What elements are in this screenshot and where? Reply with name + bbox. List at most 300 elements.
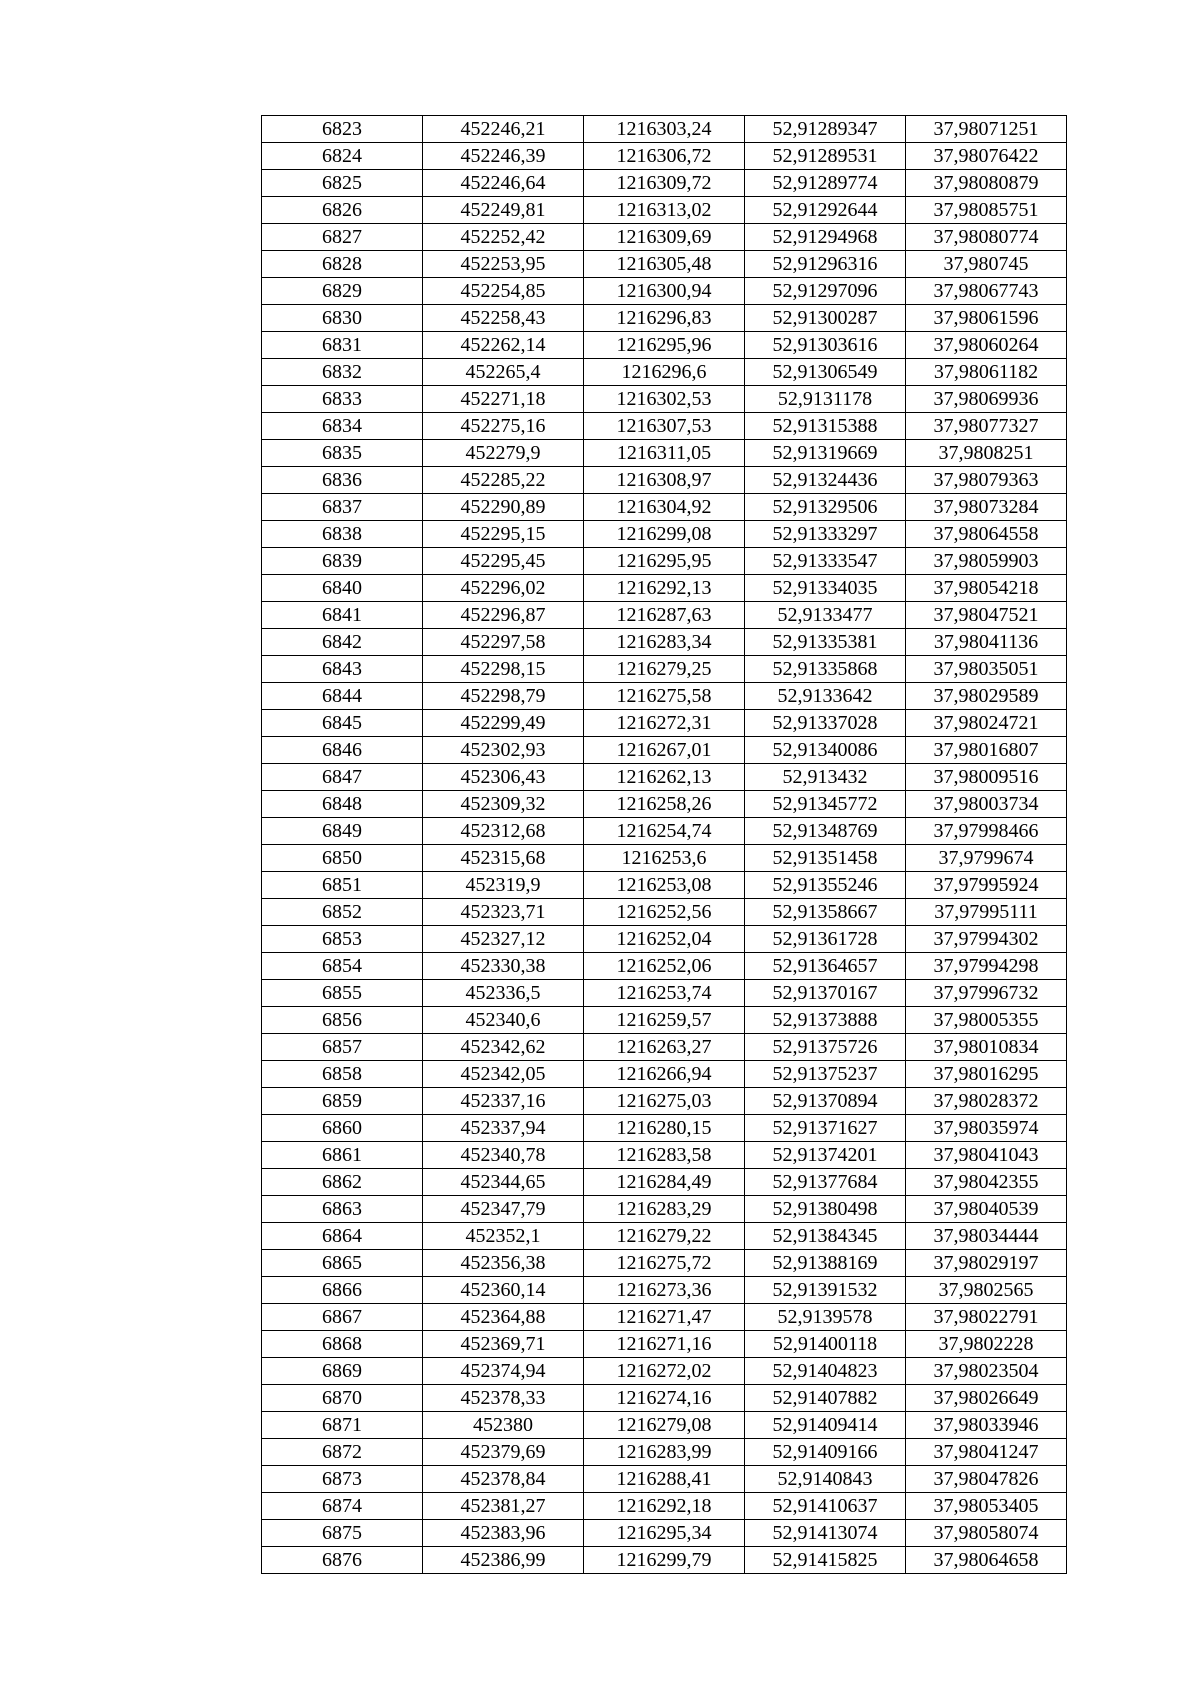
longitude-cell: 37,98034444 <box>906 1223 1067 1250</box>
latitude-cell: 52,91384345 <box>745 1223 906 1250</box>
table-row <box>262 791 1067 818</box>
y-coordinate-cell: 1216279,25 <box>584 656 745 683</box>
point-number-cell: 6872 <box>262 1439 423 1466</box>
y-coordinate-cell: 1216253,74 <box>584 980 745 1007</box>
table-row <box>262 1277 1067 1304</box>
table-row <box>262 1385 1067 1412</box>
table-row <box>262 602 1067 629</box>
table-row <box>262 116 1067 143</box>
latitude-cell: 52,91351458 <box>745 845 906 872</box>
latitude-cell: 52,91374201 <box>745 1142 906 1169</box>
table-row <box>262 1196 1067 1223</box>
x-coordinate-cell: 452386,99 <box>423 1547 584 1574</box>
latitude-cell: 52,91404823 <box>745 1358 906 1385</box>
table-row <box>262 386 1067 413</box>
table-row <box>262 143 1067 170</box>
longitude-cell: 37,98040539 <box>906 1196 1067 1223</box>
y-coordinate-cell: 1216296,83 <box>584 305 745 332</box>
x-coordinate-cell: 452246,64 <box>423 170 584 197</box>
latitude-cell: 52,91407882 <box>745 1385 906 1412</box>
x-coordinate-cell: 452379,69 <box>423 1439 584 1466</box>
point-number-cell: 6829 <box>262 278 423 305</box>
point-number-cell: 6826 <box>262 197 423 224</box>
y-coordinate-cell: 1216254,74 <box>584 818 745 845</box>
x-coordinate-cell: 452336,5 <box>423 980 584 1007</box>
latitude-cell: 52,91373888 <box>745 1007 906 1034</box>
y-coordinate-cell: 1216283,99 <box>584 1439 745 1466</box>
latitude-cell: 52,91294968 <box>745 224 906 251</box>
longitude-cell: 37,98010834 <box>906 1034 1067 1061</box>
table-row <box>262 251 1067 278</box>
point-number-cell: 6863 <box>262 1196 423 1223</box>
x-coordinate-cell: 452342,62 <box>423 1034 584 1061</box>
longitude-cell: 37,98026649 <box>906 1385 1067 1412</box>
table-row <box>262 818 1067 845</box>
point-number-cell: 6874 <box>262 1493 423 1520</box>
longitude-cell: 37,98003734 <box>906 791 1067 818</box>
longitude-cell: 37,98047826 <box>906 1466 1067 1493</box>
x-coordinate-cell: 452246,39 <box>423 143 584 170</box>
latitude-cell: 52,91334035 <box>745 575 906 602</box>
longitude-cell: 37,980745 <box>906 251 1067 278</box>
point-number-cell: 6841 <box>262 602 423 629</box>
point-number-cell: 6825 <box>262 170 423 197</box>
latitude-cell: 52,91377684 <box>745 1169 906 1196</box>
table-row <box>262 278 1067 305</box>
longitude-cell: 37,98054218 <box>906 575 1067 602</box>
longitude-cell: 37,98035974 <box>906 1115 1067 1142</box>
longitude-cell: 37,98047521 <box>906 602 1067 629</box>
latitude-cell: 52,91329506 <box>745 494 906 521</box>
point-number-cell: 6875 <box>262 1520 423 1547</box>
table-row <box>262 737 1067 764</box>
point-number-cell: 6876 <box>262 1547 423 1574</box>
x-coordinate-cell: 452295,45 <box>423 548 584 575</box>
point-number-cell: 6837 <box>262 494 423 521</box>
x-coordinate-cell: 452258,43 <box>423 305 584 332</box>
y-coordinate-cell: 1216307,53 <box>584 413 745 440</box>
table-row <box>262 1331 1067 1358</box>
y-coordinate-cell: 1216275,03 <box>584 1088 745 1115</box>
x-coordinate-cell: 452352,1 <box>423 1223 584 1250</box>
point-number-cell: 6867 <box>262 1304 423 1331</box>
latitude-cell: 52,91348769 <box>745 818 906 845</box>
longitude-cell: 37,98059903 <box>906 548 1067 575</box>
longitude-cell: 37,98085751 <box>906 197 1067 224</box>
y-coordinate-cell: 1216309,72 <box>584 170 745 197</box>
y-coordinate-cell: 1216279,08 <box>584 1412 745 1439</box>
table-row <box>262 980 1067 1007</box>
point-number-cell: 6845 <box>262 710 423 737</box>
latitude-cell: 52,9131178 <box>745 386 906 413</box>
x-coordinate-cell: 452312,68 <box>423 818 584 845</box>
longitude-cell: 37,98005355 <box>906 1007 1067 1034</box>
y-coordinate-cell: 1216263,27 <box>584 1034 745 1061</box>
latitude-cell: 52,91391532 <box>745 1277 906 1304</box>
longitude-cell: 37,98024721 <box>906 710 1067 737</box>
longitude-cell: 37,98064658 <box>906 1547 1067 1574</box>
table-row <box>262 764 1067 791</box>
y-coordinate-cell: 1216252,56 <box>584 899 745 926</box>
point-number-cell: 6869 <box>262 1358 423 1385</box>
table-row <box>262 710 1067 737</box>
longitude-cell: 37,98058074 <box>906 1520 1067 1547</box>
latitude-cell: 52,91361728 <box>745 926 906 953</box>
y-coordinate-cell: 1216287,63 <box>584 602 745 629</box>
table-row <box>262 467 1067 494</box>
latitude-cell: 52,91375726 <box>745 1034 906 1061</box>
x-coordinate-cell: 452299,49 <box>423 710 584 737</box>
y-coordinate-cell: 1216267,01 <box>584 737 745 764</box>
point-number-cell: 6836 <box>262 467 423 494</box>
table-row <box>262 1466 1067 1493</box>
longitude-cell: 37,9799674 <box>906 845 1067 872</box>
longitude-cell: 37,98035051 <box>906 656 1067 683</box>
point-number-cell: 6871 <box>262 1412 423 1439</box>
point-number-cell: 6852 <box>262 899 423 926</box>
point-number-cell: 6873 <box>262 1466 423 1493</box>
y-coordinate-cell: 1216302,53 <box>584 386 745 413</box>
point-number-cell: 6865 <box>262 1250 423 1277</box>
x-coordinate-cell: 452315,68 <box>423 845 584 872</box>
x-coordinate-cell: 452306,43 <box>423 764 584 791</box>
x-coordinate-cell: 452323,71 <box>423 899 584 926</box>
longitude-cell: 37,9808251 <box>906 440 1067 467</box>
longitude-cell: 37,98041247 <box>906 1439 1067 1466</box>
latitude-cell: 52,91400118 <box>745 1331 906 1358</box>
x-coordinate-cell: 452360,14 <box>423 1277 584 1304</box>
table-row <box>262 413 1067 440</box>
y-coordinate-cell: 1216296,6 <box>584 359 745 386</box>
point-number-cell: 6840 <box>262 575 423 602</box>
x-coordinate-cell: 452356,38 <box>423 1250 584 1277</box>
point-number-cell: 6835 <box>262 440 423 467</box>
x-coordinate-cell: 452342,05 <box>423 1061 584 1088</box>
x-coordinate-cell: 452369,71 <box>423 1331 584 1358</box>
longitude-cell: 37,98060264 <box>906 332 1067 359</box>
longitude-cell: 37,98069936 <box>906 386 1067 413</box>
table-row <box>262 494 1067 521</box>
point-number-cell: 6849 <box>262 818 423 845</box>
latitude-cell: 52,91324436 <box>745 467 906 494</box>
table-row <box>262 305 1067 332</box>
x-coordinate-cell: 452383,96 <box>423 1520 584 1547</box>
longitude-cell: 37,98067743 <box>906 278 1067 305</box>
table-row <box>262 440 1067 467</box>
x-coordinate-cell: 452337,16 <box>423 1088 584 1115</box>
table-row <box>262 1115 1067 1142</box>
longitude-cell: 37,98073284 <box>906 494 1067 521</box>
x-coordinate-cell: 452344,65 <box>423 1169 584 1196</box>
longitude-cell: 37,97995111 <box>906 899 1067 926</box>
point-number-cell: 6847 <box>262 764 423 791</box>
point-number-cell: 6859 <box>262 1088 423 1115</box>
latitude-cell: 52,91333547 <box>745 548 906 575</box>
table-row <box>262 629 1067 656</box>
y-coordinate-cell: 1216275,72 <box>584 1250 745 1277</box>
y-coordinate-cell: 1216295,34 <box>584 1520 745 1547</box>
point-number-cell: 6864 <box>262 1223 423 1250</box>
x-coordinate-cell: 452252,42 <box>423 224 584 251</box>
y-coordinate-cell: 1216259,57 <box>584 1007 745 1034</box>
longitude-cell: 37,97994298 <box>906 953 1067 980</box>
table-row <box>262 1493 1067 1520</box>
table-row <box>262 926 1067 953</box>
table-row <box>262 170 1067 197</box>
latitude-cell: 52,91371627 <box>745 1115 906 1142</box>
y-coordinate-cell: 1216283,58 <box>584 1142 745 1169</box>
latitude-cell: 52,91296316 <box>745 251 906 278</box>
latitude-cell: 52,9139578 <box>745 1304 906 1331</box>
latitude-cell: 52,91410637 <box>745 1493 906 1520</box>
point-number-cell: 6823 <box>262 116 423 143</box>
table-row <box>262 1520 1067 1547</box>
table-row <box>262 332 1067 359</box>
x-coordinate-cell: 452330,38 <box>423 953 584 980</box>
point-number-cell: 6830 <box>262 305 423 332</box>
latitude-cell: 52,91306549 <box>745 359 906 386</box>
y-coordinate-cell: 1216279,22 <box>584 1223 745 1250</box>
point-number-cell: 6834 <box>262 413 423 440</box>
point-number-cell: 6870 <box>262 1385 423 1412</box>
y-coordinate-cell: 1216272,02 <box>584 1358 745 1385</box>
x-coordinate-cell: 452380 <box>423 1412 584 1439</box>
point-number-cell: 6846 <box>262 737 423 764</box>
table-row <box>262 899 1067 926</box>
longitude-cell: 37,97996732 <box>906 980 1067 1007</box>
coordinates-table <box>261 115 1067 1574</box>
point-number-cell: 6831 <box>262 332 423 359</box>
y-coordinate-cell: 1216299,08 <box>584 521 745 548</box>
point-number-cell: 6832 <box>262 359 423 386</box>
longitude-cell: 37,98029197 <box>906 1250 1067 1277</box>
point-number-cell: 6828 <box>262 251 423 278</box>
longitude-cell: 37,98041136 <box>906 629 1067 656</box>
table-row <box>262 845 1067 872</box>
latitude-cell: 52,91297096 <box>745 278 906 305</box>
longitude-cell: 37,97995924 <box>906 872 1067 899</box>
point-number-cell: 6838 <box>262 521 423 548</box>
y-coordinate-cell: 1216292,18 <box>584 1493 745 1520</box>
y-coordinate-cell: 1216252,06 <box>584 953 745 980</box>
latitude-cell: 52,91303616 <box>745 332 906 359</box>
table-row <box>262 1007 1067 1034</box>
y-coordinate-cell: 1216308,97 <box>584 467 745 494</box>
y-coordinate-cell: 1216309,69 <box>584 224 745 251</box>
x-coordinate-cell: 452275,16 <box>423 413 584 440</box>
x-coordinate-cell: 452337,94 <box>423 1115 584 1142</box>
latitude-cell: 52,91333297 <box>745 521 906 548</box>
point-number-cell: 6844 <box>262 683 423 710</box>
y-coordinate-cell: 1216313,02 <box>584 197 745 224</box>
y-coordinate-cell: 1216271,47 <box>584 1304 745 1331</box>
latitude-cell: 52,9140843 <box>745 1466 906 1493</box>
x-coordinate-cell: 452327,12 <box>423 926 584 953</box>
longitude-cell: 37,98042355 <box>906 1169 1067 1196</box>
coordinates-table-body <box>262 116 1067 1574</box>
latitude-cell: 52,91319669 <box>745 440 906 467</box>
point-number-cell: 6862 <box>262 1169 423 1196</box>
x-coordinate-cell: 452302,93 <box>423 737 584 764</box>
point-number-cell: 6858 <box>262 1061 423 1088</box>
latitude-cell: 52,91364657 <box>745 953 906 980</box>
table-row <box>262 1088 1067 1115</box>
x-coordinate-cell: 452374,94 <box>423 1358 584 1385</box>
latitude-cell: 52,913432 <box>745 764 906 791</box>
point-number-cell: 6843 <box>262 656 423 683</box>
longitude-cell: 37,98079363 <box>906 467 1067 494</box>
table-row <box>262 197 1067 224</box>
x-coordinate-cell: 452262,14 <box>423 332 584 359</box>
y-coordinate-cell: 1216271,16 <box>584 1331 745 1358</box>
point-number-cell: 6851 <box>262 872 423 899</box>
point-number-cell: 6856 <box>262 1007 423 1034</box>
x-coordinate-cell: 452290,89 <box>423 494 584 521</box>
table-row <box>262 953 1067 980</box>
y-coordinate-cell: 1216266,94 <box>584 1061 745 1088</box>
y-coordinate-cell: 1216253,6 <box>584 845 745 872</box>
point-number-cell: 6866 <box>262 1277 423 1304</box>
longitude-cell: 37,98053405 <box>906 1493 1067 1520</box>
table-row <box>262 359 1067 386</box>
point-number-cell: 6855 <box>262 980 423 1007</box>
y-coordinate-cell: 1216253,08 <box>584 872 745 899</box>
table-row <box>262 1439 1067 1466</box>
x-coordinate-cell: 452285,22 <box>423 467 584 494</box>
latitude-cell: 52,91415825 <box>745 1547 906 1574</box>
x-coordinate-cell: 452271,18 <box>423 386 584 413</box>
x-coordinate-cell: 452364,88 <box>423 1304 584 1331</box>
point-number-cell: 6868 <box>262 1331 423 1358</box>
x-coordinate-cell: 452378,84 <box>423 1466 584 1493</box>
longitude-cell: 37,98022791 <box>906 1304 1067 1331</box>
longitude-cell: 37,9802228 <box>906 1331 1067 1358</box>
point-number-cell: 6842 <box>262 629 423 656</box>
x-coordinate-cell: 452340,78 <box>423 1142 584 1169</box>
table-row <box>262 1358 1067 1385</box>
latitude-cell: 52,91370894 <box>745 1088 906 1115</box>
table-row <box>262 1547 1067 1574</box>
longitude-cell: 37,98029589 <box>906 683 1067 710</box>
longitude-cell: 37,98009516 <box>906 764 1067 791</box>
y-coordinate-cell: 1216306,72 <box>584 143 745 170</box>
y-coordinate-cell: 1216280,15 <box>584 1115 745 1142</box>
y-coordinate-cell: 1216252,04 <box>584 926 745 953</box>
latitude-cell: 52,91388169 <box>745 1250 906 1277</box>
point-number-cell: 6853 <box>262 926 423 953</box>
y-coordinate-cell: 1216299,79 <box>584 1547 745 1574</box>
point-number-cell: 6848 <box>262 791 423 818</box>
longitude-cell: 37,98016807 <box>906 737 1067 764</box>
table-row <box>262 1034 1067 1061</box>
longitude-cell: 37,98076422 <box>906 143 1067 170</box>
x-coordinate-cell: 452298,79 <box>423 683 584 710</box>
latitude-cell: 52,91355246 <box>745 872 906 899</box>
x-coordinate-cell: 452279,9 <box>423 440 584 467</box>
x-coordinate-cell: 452340,6 <box>423 1007 584 1034</box>
table-row <box>262 1142 1067 1169</box>
table-row <box>262 575 1067 602</box>
y-coordinate-cell: 1216300,94 <box>584 278 745 305</box>
longitude-cell: 37,98071251 <box>906 116 1067 143</box>
table-row <box>262 1169 1067 1196</box>
y-coordinate-cell: 1216273,36 <box>584 1277 745 1304</box>
table-row <box>262 1250 1067 1277</box>
table-row <box>262 656 1067 683</box>
point-number-cell: 6861 <box>262 1142 423 1169</box>
point-number-cell: 6833 <box>262 386 423 413</box>
longitude-cell: 37,98064558 <box>906 521 1067 548</box>
table-row <box>262 683 1067 710</box>
table-row <box>262 1223 1067 1250</box>
longitude-cell: 37,98028372 <box>906 1088 1067 1115</box>
x-coordinate-cell: 452347,79 <box>423 1196 584 1223</box>
y-coordinate-cell: 1216283,29 <box>584 1196 745 1223</box>
y-coordinate-cell: 1216311,05 <box>584 440 745 467</box>
x-coordinate-cell: 452296,02 <box>423 575 584 602</box>
longitude-cell: 37,98023504 <box>906 1358 1067 1385</box>
y-coordinate-cell: 1216295,96 <box>584 332 745 359</box>
latitude-cell: 52,91345772 <box>745 791 906 818</box>
latitude-cell: 52,91289347 <box>745 116 906 143</box>
latitude-cell: 52,91289774 <box>745 170 906 197</box>
longitude-cell: 37,98061596 <box>906 305 1067 332</box>
point-number-cell: 6824 <box>262 143 423 170</box>
latitude-cell: 52,91409166 <box>745 1439 906 1466</box>
longitude-cell: 37,98041043 <box>906 1142 1067 1169</box>
longitude-cell: 37,9802565 <box>906 1277 1067 1304</box>
longitude-cell: 37,98016295 <box>906 1061 1067 1088</box>
y-coordinate-cell: 1216292,13 <box>584 575 745 602</box>
x-coordinate-cell: 452298,15 <box>423 656 584 683</box>
latitude-cell: 52,91413074 <box>745 1520 906 1547</box>
point-number-cell: 6857 <box>262 1034 423 1061</box>
latitude-cell: 52,91337028 <box>745 710 906 737</box>
x-coordinate-cell: 452249,81 <box>423 197 584 224</box>
latitude-cell: 52,91380498 <box>745 1196 906 1223</box>
table-row <box>262 521 1067 548</box>
latitude-cell: 52,91292644 <box>745 197 906 224</box>
y-coordinate-cell: 1216288,41 <box>584 1466 745 1493</box>
x-coordinate-cell: 452253,95 <box>423 251 584 278</box>
table-row <box>262 224 1067 251</box>
latitude-cell: 52,91375237 <box>745 1061 906 1088</box>
latitude-cell: 52,91335381 <box>745 629 906 656</box>
point-number-cell: 6854 <box>262 953 423 980</box>
y-coordinate-cell: 1216304,92 <box>584 494 745 521</box>
latitude-cell: 52,91300287 <box>745 305 906 332</box>
x-coordinate-cell: 452295,15 <box>423 521 584 548</box>
longitude-cell: 37,98077327 <box>906 413 1067 440</box>
y-coordinate-cell: 1216305,48 <box>584 251 745 278</box>
latitude-cell: 52,9133477 <box>745 602 906 629</box>
longitude-cell: 37,97998466 <box>906 818 1067 845</box>
table-row <box>262 1304 1067 1331</box>
latitude-cell: 52,91340086 <box>745 737 906 764</box>
y-coordinate-cell: 1216275,58 <box>584 683 745 710</box>
point-number-cell: 6839 <box>262 548 423 575</box>
y-coordinate-cell: 1216262,13 <box>584 764 745 791</box>
y-coordinate-cell: 1216283,34 <box>584 629 745 656</box>
y-coordinate-cell: 1216274,16 <box>584 1385 745 1412</box>
latitude-cell: 52,91335868 <box>745 656 906 683</box>
latitude-cell: 52,9133642 <box>745 683 906 710</box>
x-coordinate-cell: 452309,32 <box>423 791 584 818</box>
latitude-cell: 52,91370167 <box>745 980 906 1007</box>
table-row <box>262 1412 1067 1439</box>
x-coordinate-cell: 452378,33 <box>423 1385 584 1412</box>
x-coordinate-cell: 452297,58 <box>423 629 584 656</box>
